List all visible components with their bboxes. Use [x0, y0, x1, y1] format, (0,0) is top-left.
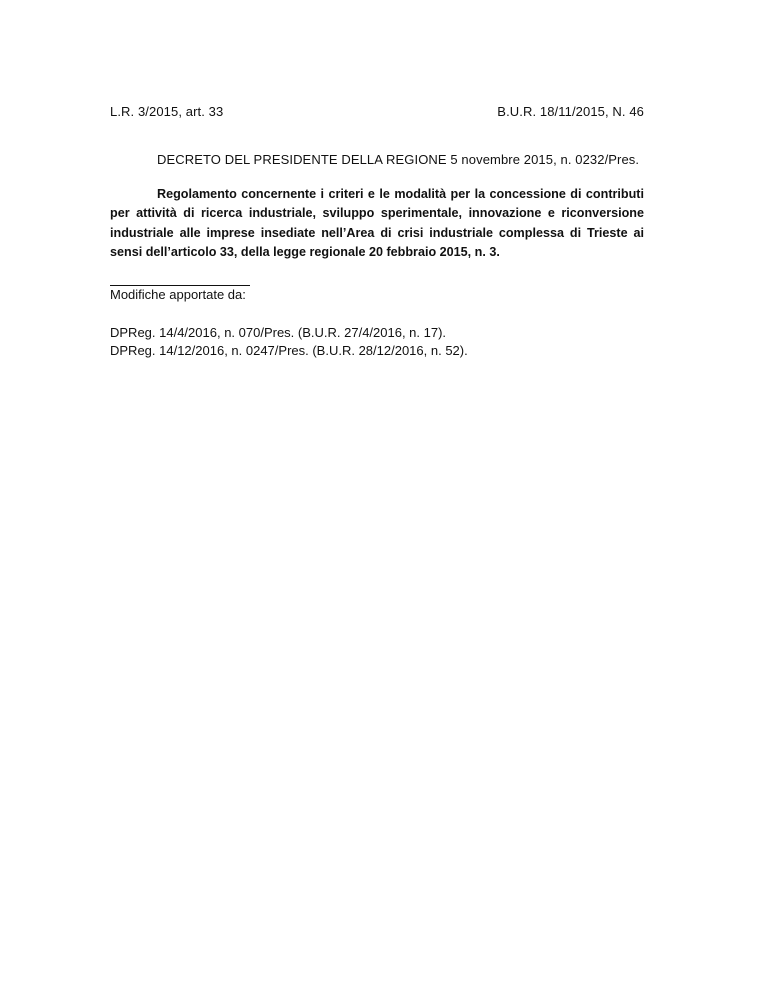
amendments-list [110, 324, 468, 360]
law-reference: L.R. 3/2015, art. 33 [110, 104, 224, 119]
separator-line [110, 285, 250, 286]
amendment-item: DPReg. 14/4/2016, n. 070/Pres. (B.U.R. 27/4/2016, n. 17). [110, 325, 447, 340]
amendment-item: DPReg. 14/12/2016, n. 0247/Pres. (B.U.R. 28/12/2016, n. 52). [110, 343, 468, 358]
decree-title: DECRETO DEL PRESIDENTE DELLA REGIONE 5 novembre 2015, n. 0232/Pres. [157, 152, 640, 167]
decree-subject: Regolamento concernente i criteri e le modalità per la concessione di contributi per attività di ricerca industriale, sviluppo sperimentale, innovazione e riconversione industriale alle imprese insediate nell’Area di crisi industriale complessa di Trieste ai sensi dell’articolo 33, della legge regionale 20 febbraio 2015, n. 3. [110, 187, 644, 260]
bulletin-reference: B.U.R. 18/11/2015, N. 46 [497, 104, 644, 119]
modifications-label: Modifiche apportate da: [110, 287, 246, 302]
